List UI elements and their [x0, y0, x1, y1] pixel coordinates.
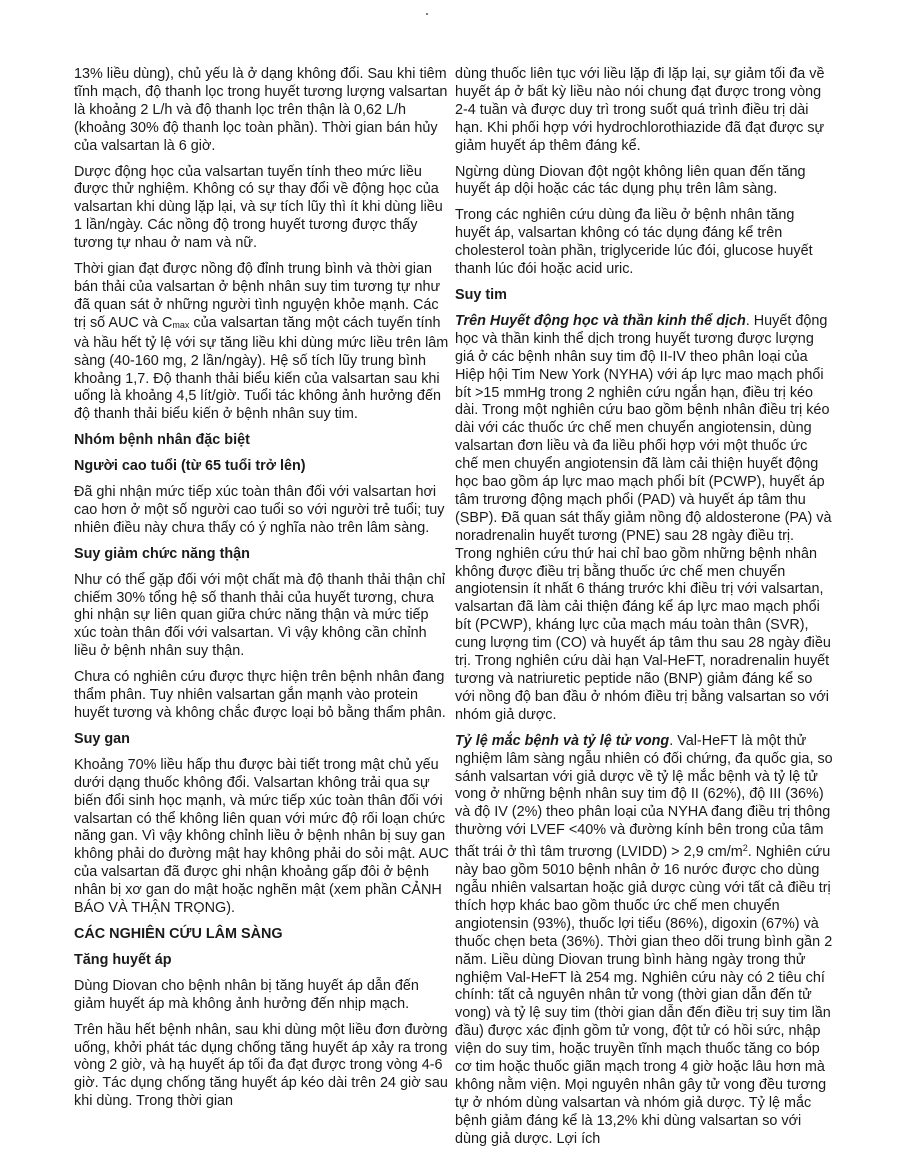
pk-heart-failure-paragraph [74, 261, 451, 424]
clinical-studies-heading: CÁC NGHIÊN CỨU LÂM SÀNG [74, 925, 283, 942]
morbidity-mortality-title: Tỷ lệ mắc bệnh và tỷ lệ tử vong [455, 732, 670, 749]
pk-elimination-paragraph: 13% liều dùng), chủ yếu là ở dạng không đổi. Sau khi tiêm tĩnh mạch, độ thanh lọc trong huyết tương lượng valsartan là khoảng 2 L/h và độ thanh lọc trên thận là 0,62 L/h (khoảng 30% độ thanh lọc toàn phần). Thời gian bán hủy của valsartan là 6 giờ. [74, 66, 448, 154]
hemodynamics-paragraph [455, 313, 833, 725]
elderly-paragraph: Đã ghi nhận mức tiếp xúc toàn thân đối với valsartan hơi cao hơn ở một số người cao tuổi so với người trẻ tuổi; tuy nhiên điều này chưa thấy có ý nghĩa nào trên lâm sàng. [74, 484, 445, 536]
hemodynamics-text: . Huyết động học và thần kinh thể dịch trong huyết tương được lượng giá ở các bệnh nhân suy tim độ II-IV theo phân loại của Hiệp hội Tim New York (NYHA) với áp lực mao mạch phổi bít >15 mmHg trong 2 nghiên cứu ngắn hạn, điều trị kéo dài. Trong một nghiên cứu bao gồm bệnh nhân điều trị kéo dài với các thuốc ức chế men chuyển angiotensin, dùng valsartan đơn liều và đa liều phối hợp với một thuốc ức chế men chuyển angiotensin đã làm cải thiện huyết động học bao gồm áp lực mao mạch phổi bít (PCWP), huyết áp tâm trương động mạch phổi (PAD) và huyết áp tâm thu (SBP). Đã quan sát thấy giảm nồng độ aldosterone (PA) và noradrenalin huyết tương (PNE) sau 28 ngày điều trị. Trong nghiên cứu thứ hai chỉ bao gồm những bệnh nhân không được điều trị bằng thuốc ức chế men chuyển angiotensin ít nhất 6 tháng trước khi điều trị với valsartan, valsartan đã làm cải thiện đáng kể áp lực mao mạch phổi bít (PCWP), kháng lực của mạch máu toàn thân (SVR), cung lượng tim (CO) và huyết áp tâm thu sau 28 ngày điều trị. Trong nghiên cứu dài hạn Val-HeFT, noradrenalin huyết tương và natriuretic peptide não (BNP) giảm đáng kể so với nồng độ ban đầu ở nhóm điều trị bằng valsartan so với nhóm giả dược. [455, 312, 832, 723]
page-dot [426, 13, 428, 15]
m2-superscript: 2 [742, 843, 748, 854]
hemodynamics-title: Trên Huyết động học và thần kinh thể dịch [455, 312, 746, 329]
renal-paragraph-2: Chưa có nghiên cứu được thực hiện trên bệnh nhân đang thẩm phân. Tuy nhiên valsartan gắn mạnh vào protein huyết tương và không chắc được loại bỏ bằng thẩm phân. [74, 669, 446, 721]
pk-linearity-paragraph: Dược động học của valsartan tuyến tính theo mức liều được thử nghiệm. Không có sự thay đổi về động học của valsartan khi dùng lặp lại, và sự tích lũy thì ít khi dùng liều 1 lần/ngày. Các nồng độ trong huyết tương được thấy tương tự nhau ở nam và nữ. [74, 163, 443, 252]
heart-failure-heading: Suy tim [455, 286, 507, 303]
withdrawal-paragraph: Ngừng dùng Diovan đột ngột không liên quan đến tăng huyết áp dội hoặc các tác dụng phụ trên lâm sàng. [455, 163, 806, 198]
left-column [74, 66, 451, 1119]
hypertension-heading: Tăng huyết áp [74, 951, 172, 968]
hepatic-paragraph: Khoảng 70% liều hấp thu được bài tiết trong mật chủ yếu dưới dạng thuốc không đổi. Valsartan không trải qua sự biến đổi sinh học mạnh, và mức tiếp xúc toàn thân đối với valsartan có thể không liên quan với mức độ rối loạn chức năng gan. Vì vậy không chỉnh liều ở bệnh nhân bị suy gan không phải do đường mật hay không phải do sỏi mật. AUC của valsartan đã được ghi nhận khoảng gấp đôi ở bệnh nhân bị xơ gan do mật hoặc nghẽn mật (xem phần CẢNH BÁO VÀ THẬN TRỌNG). [74, 756, 450, 917]
lipids-paragraph: Trong các nghiên cứu dùng đa liều ở bệnh nhân tăng huyết áp, valsartan không có tác dụng đáng kể trên cholesterol toàn phần, triglyceride lúc đói, glucose huyết thanh lúc đói hoặc acid uric. [455, 207, 813, 278]
cmax-subscript: max [172, 319, 190, 330]
morbidity-text-b: . Nghiên cứu này bao gồm 5010 bệnh nhân ở 16 nước được cho dùng ngẫu nhiên valsartan hoặc giả dược cùng với tất cả điều trị thích hợp khác bao gồm thuốc ức chế men chuyển angiotensin (93%), thuốc lợi tiểu (86%), digoxin (67%) và thuốc chẹn beta (36%). Thời gian theo dõi trung bình gần 2 năm. Liều dùng Diovan trung bình hàng ngày trong thử nghiệm Val-HeFT là 254 mg. Nghiên cứu này có 2 tiêu chí chính: tất cả nguyên nhân tử vong (thời gian dẫn đến tử vong) và tỷ lệ suy tim (thời gian dẫn đến điều trị suy tim lần đầu) được xác định gồm tử vong, đột tử có hồi sức, nhập viện do suy tim, hoặc truyền tĩnh mạch thuốc tăng co bóp cơ tim hoặc thuốc giãn mạch trong 4 giờ hoặc lâu hơn mà không nằm viện. Mọi nguyên nhân gây tử vong đều tương tự ở nhóm dùng valsartan và nhóm giả dược. Tỷ lệ mắc bệnh giảm đáng kể là 13,2% khi dùng valsartan so với dùng giả dược. Lợi ích [455, 844, 833, 1147]
hypertension-paragraph-2: Trên hầu hết bệnh nhân, sau khi dùng một liều đơn đường uống, khởi phát tác dụng chống tăng huyết áp xảy ra trong vòng 2 giờ, và hạ huyết áp tối đa đạt được trong vòng 4-6 giờ. Tác dụng chống tăng huyết áp kéo dài trên 24 giờ sau khi dùng. Trong thời gian [74, 1021, 448, 1110]
pk-hf-text-b: của valsartan tăng một cách tuyến tính và hầu hết tỷ lệ với sự tăng liều khi dùng mức liều trên lâm sàng (40-160 mg, 2 lần/ngày). Hệ số tích lũy trung bình khoảng 1,7. Độ thanh thải biểu kiến của valsartan sau khi uống là khoảng 4,5 lít/giờ. Tuổi tác không ảnh hưởng đến độ thanh thải biểu kiến ở bệnh nhân suy tim. [74, 314, 449, 423]
morbidity-mortality-paragraph [455, 733, 833, 1149]
renal-impairment-heading: Suy giảm chức năng thận [74, 545, 250, 562]
right-column [455, 66, 833, 1157]
hypertension-continued-paragraph: dùng thuốc liên tục với liều lặp đi lặp lại, sự giảm tối đa về huyết áp ở bất kỳ liều nào nói chung đạt được trong vòng 2-4 tuần và được duy trì trong suốt quá trình điều trị dài hạn. Khi phối hợp với hydrochlorothiazide đã đạt được sự giảm huyết áp thêm đáng kể. [455, 66, 825, 154]
morbidity-text-a: . Val-HeFT là một thử nghiệm lâm sàng ngẫu nhiên có đối chứng, đa quốc gia, so sánh valsartan với giả dược về tỷ lệ mắc bệnh và tỷ lệ tử vong ở những bệnh nhân suy tim độ II (62%), độ III (36%) và độ IV (2%) theo phân loại của NYHA đang điều trị thông thường với LVEF <40% và đường kính bên trong của tâm thất trái ở thì tâm trương (LVIDD) > 2,9 cm/m [455, 732, 833, 861]
special-populations-heading: Nhóm bệnh nhân đặc biệt [74, 432, 250, 449]
hypertension-paragraph-1: Dùng Diovan cho bệnh nhân bị tăng huyết áp dẫn đến giảm huyết áp mà không ảnh hưởng đến nhịp mạch. [74, 977, 419, 1012]
hepatic-impairment-heading: Suy gan [74, 730, 130, 747]
renal-paragraph-1: Như có thể gặp đối với một chất mà độ thanh thải thận chỉ chiếm 30% tổng hệ số thanh thải của huyết tương, chưa ghi nhận sự liên quan giữa chức năng thận và mức tiếp xúc toàn thân đối với valsartan. Vì vậy không cần chỉnh liều ở bệnh nhân suy thận. [74, 571, 446, 660]
pk-hf-text-a: Thời gian đạt được nồng độ đỉnh trung bình và thời gian bán thải của valsartan ở bệnh nhân suy tim tương tự như đã quan sát ở những người tình nguyện khỏe mạnh. Các trị số AUC và C [74, 261, 441, 331]
elderly-heading: Người cao tuổi (từ 65 tuổi trở lên) [74, 458, 306, 475]
